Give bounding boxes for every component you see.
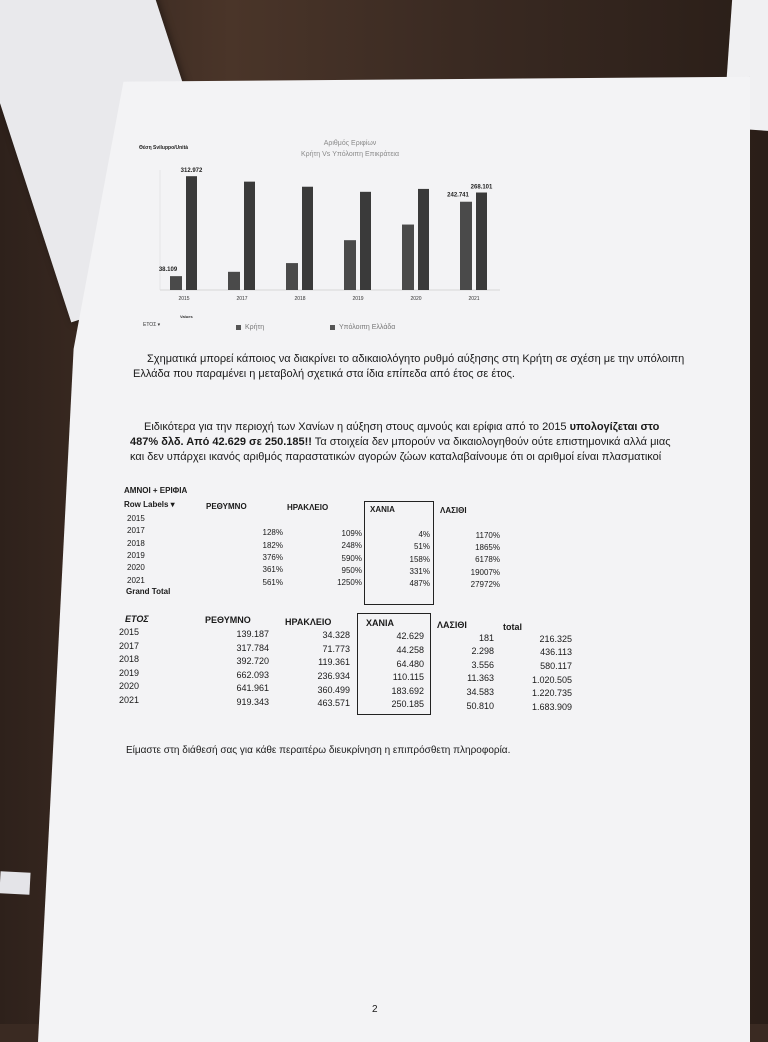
data-label-rest-greece-2021: 268.101 <box>470 184 493 191</box>
page-number: 2 <box>372 1004 378 1015</box>
values-label: Values <box>180 314 193 319</box>
t2-cell: 3.556 <box>471 659 494 670</box>
bar-rest-greece-2018 <box>302 187 313 290</box>
row-labels-header: Row Labels ▾ <box>124 500 175 509</box>
t1-cell: 182% <box>262 540 283 550</box>
t2-cell: 34.583 <box>466 687 494 697</box>
t2-row-year: 2017 <box>119 640 140 651</box>
bar-chart <box>140 150 510 315</box>
t2-cell: 64.480 <box>396 658 424 669</box>
legend-item-rest-greece: Υπόλοιπη Ελλάδα <box>330 324 395 331</box>
t2-cell: 139.187 <box>236 629 269 639</box>
t1-col-chania: ΧΑΝΙΑ <box>370 505 395 514</box>
bar-crete-2021 <box>460 202 472 290</box>
t2-cell: 1.020.505 <box>531 674 572 685</box>
t2-col-lasithi: ΛΑΣΙΘΙ <box>437 620 467 630</box>
t2-row-year: 2021 <box>119 695 140 705</box>
bar-crete-2015 <box>170 276 182 290</box>
t1-cell: 590% <box>341 553 362 563</box>
t2-row-year: 2019 <box>119 667 140 678</box>
bar-crete-2017 <box>228 272 240 290</box>
bar-rest-greece-2020 <box>418 189 429 290</box>
t2-cell: 236.934 <box>317 671 350 681</box>
bar-rest-greece-2021 <box>476 193 487 290</box>
t2-cell: 463.571 <box>317 698 350 709</box>
closing-statement: Είμαστε στη διάθεσή σας για κάθε περαιτέρω διευκρίνηση η επιπρόσθετη πληροφορία. <box>126 745 511 756</box>
grand-total-label: Grand Total <box>126 587 171 596</box>
paragraph-chania: Ειδικότερα για την περιοχή των Χανίων η αύξηση στους αμνούς και ερίφια από το 2015 υπολογίζεται στο 487% δλδ. Από 42.629 σε 250.185!! Τα στοιχεία δεν μπορούν να δικαιολογηθούν ούτε επιστημονικά αλλά μιας και δεν υπάρχει ικανός αριθμός παραστατικών αγορών ζώων καταλαβαίνουμε ότι οι αριθμοί είναι πλασματικοί <box>130 421 671 463</box>
t2-cell: 392.720 <box>236 656 269 667</box>
t1-row-year: 2020 <box>127 563 145 573</box>
t1-row-year: 2019 <box>127 550 145 560</box>
bar-rest-greece-2019 <box>360 192 371 290</box>
t1-row-year: 2015 <box>127 514 145 523</box>
data-label-rest-greece-2015: 312.972 <box>180 168 203 175</box>
t2-row-year: 2020 <box>119 681 140 692</box>
t2-year-header: ΕΤΟΣ <box>125 614 149 624</box>
chania-values-box <box>357 613 431 715</box>
t2-cell: 110.115 <box>392 672 424 683</box>
t1-cell: 1170% <box>475 530 500 540</box>
x-tick-2017: 2017 <box>236 296 248 302</box>
t1-cell: 158% <box>409 554 430 564</box>
t2-cell: 183.692 <box>391 685 424 696</box>
t1-cell: 19007% <box>470 567 500 577</box>
t2-cell: 1.683.909 <box>531 701 572 712</box>
x-tick-2020: 2020 <box>410 296 422 302</box>
paragraph-intro: Σχηματικά μπορεί κάποιος να διακρίνει το αδικαιολόγητο ρυθμό αύξησης στη Κρήτη σε σχέση με την υπόλοιπη Ελλάδα που παραμένει η μεταβολή σχετικά στα ίδια επίπεδα από έτος σε έτος. <box>133 353 685 380</box>
t1-cell: 361% <box>262 565 283 575</box>
t1-cell: 6178% <box>475 555 500 565</box>
t2-row-year: 2018 <box>119 654 140 665</box>
t1-row-year: 2018 <box>127 538 145 548</box>
t1-col-heraklion: ΗΡΑΚΛΕΙΟ <box>287 503 329 512</box>
t1-row-year: 2017 <box>127 526 145 536</box>
chart-unit-label: Θέση Sviluppo/Unità <box>139 145 189 151</box>
legend-item-crete: Κρήτη <box>236 324 264 331</box>
t2-cell: 641.961 <box>236 683 269 694</box>
t2-cell: 317.784 <box>236 642 269 653</box>
t1-cell: 950% <box>341 566 362 575</box>
t2-cell: 2.298 <box>471 646 494 657</box>
chart-title-line1: Αριθμός Εριφίων <box>323 140 377 147</box>
t2-row-year: 2015 <box>119 627 140 637</box>
bar-crete-2019 <box>344 240 356 290</box>
axis-filter-label: ΕΤΟΣ ▾ <box>143 322 161 328</box>
t2-cell: 11.363 <box>467 673 494 684</box>
t2-cell: 216.325 <box>539 633 572 644</box>
t1-cell: 376% <box>262 552 283 562</box>
t1-row-year: 2021 <box>127 575 145 585</box>
t2-col-chania: ΧΑΝΙΑ <box>366 618 395 628</box>
x-tick-2015: 2015 <box>178 296 190 302</box>
t2-cell: 44.258 <box>396 645 424 655</box>
t2-cell: 34.328 <box>322 630 350 641</box>
t2-col-heraklion: ΗΡΑΚΛΕΙΟ <box>285 617 332 627</box>
chania-highlight-box <box>364 501 434 605</box>
t1-col-rethymno: ΡΕΘΥΜΝΟ <box>206 502 247 511</box>
t1-cell: 1865% <box>475 543 500 552</box>
t1-cell: 128% <box>262 528 283 538</box>
t2-col-total: total <box>503 622 522 632</box>
bar-crete-2018 <box>286 263 298 290</box>
bar-rest-greece-2015 <box>186 176 197 290</box>
t2-cell: 50.810 <box>466 700 494 711</box>
t2-cell: 42.629 <box>396 631 424 642</box>
t1-cell: 248% <box>341 541 362 551</box>
t2-cell: 71.773 <box>322 643 350 654</box>
x-tick-2021: 2021 <box>468 296 480 302</box>
bar-crete-2020 <box>402 225 414 290</box>
x-tick-2019: 2019 <box>352 296 364 302</box>
data-label-crete-2021: 242.741 <box>447 192 469 199</box>
t1-cell: 561% <box>262 577 283 587</box>
x-tick-2018: 2018 <box>294 296 306 302</box>
t1-cell: 51% <box>413 542 430 552</box>
table1-title: ΑΜΝΟΙ + ΕΡΙΦΙΑ <box>124 486 188 495</box>
t1-cell: 1250% <box>337 578 362 588</box>
legend-swatch <box>236 325 241 330</box>
t1-cell: 331% <box>409 566 430 576</box>
t2-cell: 436.113 <box>540 647 572 658</box>
t2-cell: 181 <box>478 632 494 643</box>
t2-cell: 1.220.735 <box>531 688 572 699</box>
t1-cell: 27972% <box>470 579 500 589</box>
t2-cell: 360.499 <box>317 684 350 695</box>
t2-cell: 119.361 <box>318 657 350 668</box>
legend-swatch <box>330 325 335 330</box>
t2-col-rethymno: ΡΕΘΥΜΝΟ <box>205 615 251 625</box>
bar-rest-greece-2017 <box>244 182 255 290</box>
data-label-crete-2015: 38.109 <box>158 267 178 274</box>
t2-cell: 662.093 <box>236 669 269 680</box>
t1-col-lasithi: ΛΑΣΙΘΙ <box>440 506 467 515</box>
t1-cell: 487% <box>409 579 430 589</box>
t1-cell: 109% <box>341 529 362 539</box>
chart-title-line2: Κρήτη Vs Υπόλοιπη Επικράτεια <box>300 151 400 158</box>
t1-cell: 4% <box>418 529 430 539</box>
t2-cell: 919.343 <box>236 697 269 707</box>
t2-cell: 580.117 <box>540 661 572 671</box>
t2-cell: 250.185 <box>391 699 424 710</box>
